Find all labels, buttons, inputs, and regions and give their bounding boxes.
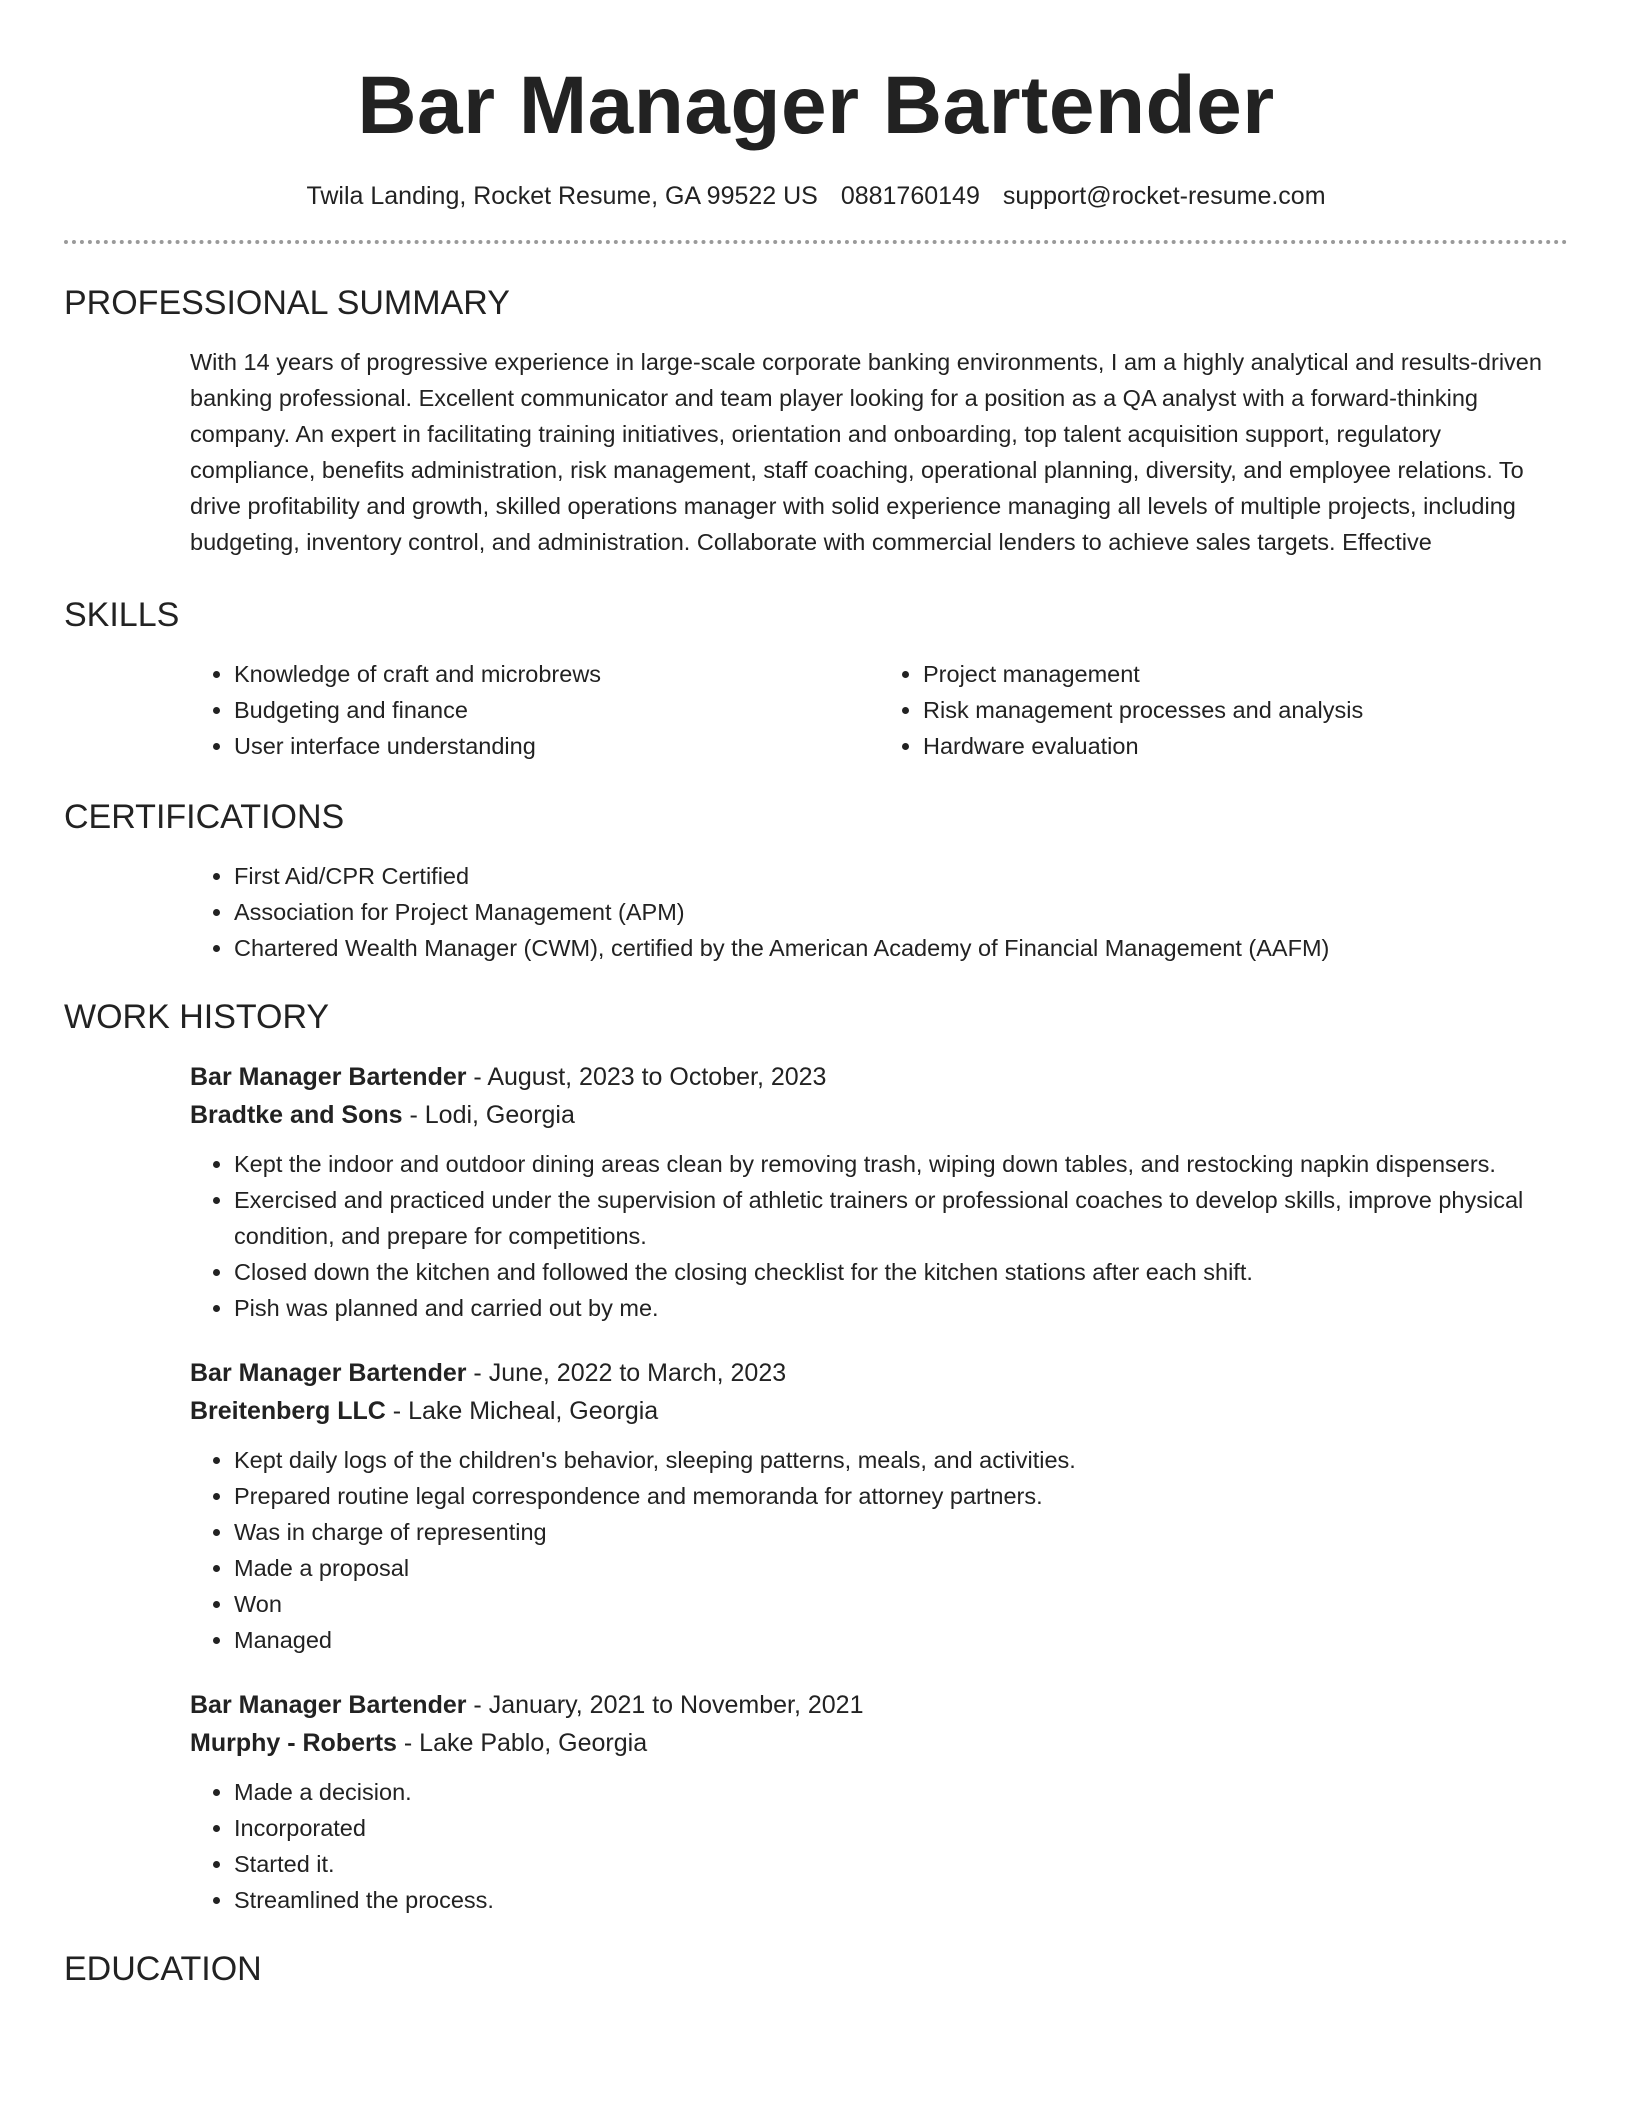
summary-section: [64, 282, 1568, 560]
certifications-list: [190, 858, 1568, 966]
resume-page: [64, 0, 1568, 1990]
job-location: - Lodi, Georgia: [402, 1101, 575, 1129]
work-body: [190, 1058, 1568, 1918]
list-item: • Association for Project Management (APM): [234, 894, 1568, 930]
list-item: • Exercised and practiced under the supervision of athletic trainers or professional coaches to develop skills, improve physical condition, and prepare for competitions.: [234, 1182, 1568, 1254]
list-item: • Was in charge of representing: [234, 1514, 1568, 1550]
list-item: • Closed down the kitchen and followed the closing checklist for the kitchen stations after each shift.: [234, 1254, 1568, 1290]
job-company-line: [190, 1096, 1568, 1134]
job-entry: [190, 1058, 1568, 1326]
job-dates: - January, 2021 to November, 2021: [466, 1691, 864, 1719]
list-item: • Pish was planned and carried out by me.: [234, 1290, 1568, 1326]
contact-email: support@rocket-resume.com: [1002, 182, 1326, 210]
job-title-line: [190, 1354, 1568, 1392]
list-item: • Made a proposal: [234, 1550, 1568, 1586]
job-location: - Lake Micheal, Georgia: [385, 1397, 659, 1425]
job-role: Bar Manager Bartender: [190, 1691, 467, 1719]
list-item: • Started it.: [234, 1846, 1568, 1882]
contact-phone: 0881760149: [840, 182, 980, 210]
list-item: • Prepared routine legal correspondence and memoranda for attorney partners.: [234, 1478, 1568, 1514]
list-item: • Made a decision.: [234, 1774, 1568, 1810]
list-item: • Budgeting and finance: [234, 692, 879, 728]
certifications-section: [64, 796, 1568, 966]
job-dates: - August, 2023 to October, 2023: [466, 1063, 827, 1091]
job-dates: - June, 2022 to March, 2023: [466, 1359, 787, 1387]
skills-section: [64, 594, 1568, 764]
header-divider: [64, 240, 1568, 244]
job-company-line: [190, 1724, 1568, 1762]
education-section: [64, 1948, 1568, 1990]
skills-grid: [190, 656, 1568, 764]
contact-address: Twila Landing, Rocket Resume, GA 99522 US: [306, 182, 818, 210]
certifications-heading: CERTIFICATIONS: [64, 798, 345, 836]
job-title-line: [190, 1686, 1568, 1724]
list-item: • Kept the indoor and outdoor dining areas clean by removing trash, wiping down tables, and restocking napkin dispensers.: [234, 1146, 1568, 1182]
job-company: Breitenberg LLC: [190, 1397, 386, 1425]
list-item: • User interface understanding: [234, 728, 879, 764]
list-item: • Won: [234, 1586, 1568, 1622]
job-entry: [190, 1354, 1568, 1658]
certifications-body: [190, 858, 1568, 966]
job-title-line: [190, 1058, 1568, 1096]
list-item: • Project management: [923, 656, 1568, 692]
job-duties: [190, 1442, 1568, 1658]
list-item: • Incorporated: [234, 1810, 1568, 1846]
job-role: Bar Manager Bartender: [190, 1359, 467, 1387]
education-heading: EDUCATION: [64, 1950, 262, 1988]
list-item: • Managed: [234, 1622, 1568, 1658]
summary-body: [190, 344, 1568, 560]
list-item: • Chartered Wealth Manager (CWM), certified by the American Academy of Financial Management (AAFM): [234, 930, 1568, 966]
summary-text: With 14 years of progressive experience in large-scale corporate banking environments, I am a highly analytical and results-driven banking professional. Excellent communicator and team player looking for a position as a QA analyst with a forward-thinking company. An expert in facilitating training initiatives, orientation and onboarding, top talent acquisition support, regulatory compliance, benefits administration, risk management, staff coaching, operational planning, diversity, and employee relations. To drive profitability and growth, skilled operations manager with solid experience managing all levels of multiple projects, including budgeting, inventory control, and administration. Collaborate with commercial lenders to achieve sales targets. Effective: [190, 349, 1542, 555]
job-entry: [190, 1686, 1568, 1918]
list-item: • Knowledge of craft and microbrews: [234, 656, 879, 692]
contact-line: [64, 180, 1568, 212]
work-heading: WORK HISTORY: [64, 998, 330, 1036]
job-company: Murphy - Roberts: [190, 1729, 397, 1757]
job-location: - Lake Pablo, Georgia: [396, 1729, 648, 1757]
job-duties: [190, 1774, 1568, 1918]
skills-list-left: [190, 656, 879, 764]
job-company: Bradtke and Sons: [190, 1101, 403, 1129]
list-item: • Hardware evaluation: [923, 728, 1568, 764]
summary-heading: PROFESSIONAL SUMMARY: [64, 284, 510, 322]
list-item: • First Aid/CPR Certified: [234, 858, 1568, 894]
list-item: • Streamlined the process.: [234, 1882, 1568, 1918]
job-company-line: [190, 1392, 1568, 1430]
list-item: • Risk management processes and analysis: [923, 692, 1568, 728]
job-role: Bar Manager Bartender: [190, 1063, 467, 1091]
skills-list-right: [879, 656, 1568, 764]
work-section: [64, 996, 1568, 1918]
candidate-name: Bar Manager Bartender: [357, 60, 1275, 151]
job-duties: [190, 1146, 1568, 1326]
list-item: • Kept daily logs of the children's behavior, sleeping patterns, meals, and activities.: [234, 1442, 1568, 1478]
skills-heading: SKILLS: [64, 596, 180, 634]
